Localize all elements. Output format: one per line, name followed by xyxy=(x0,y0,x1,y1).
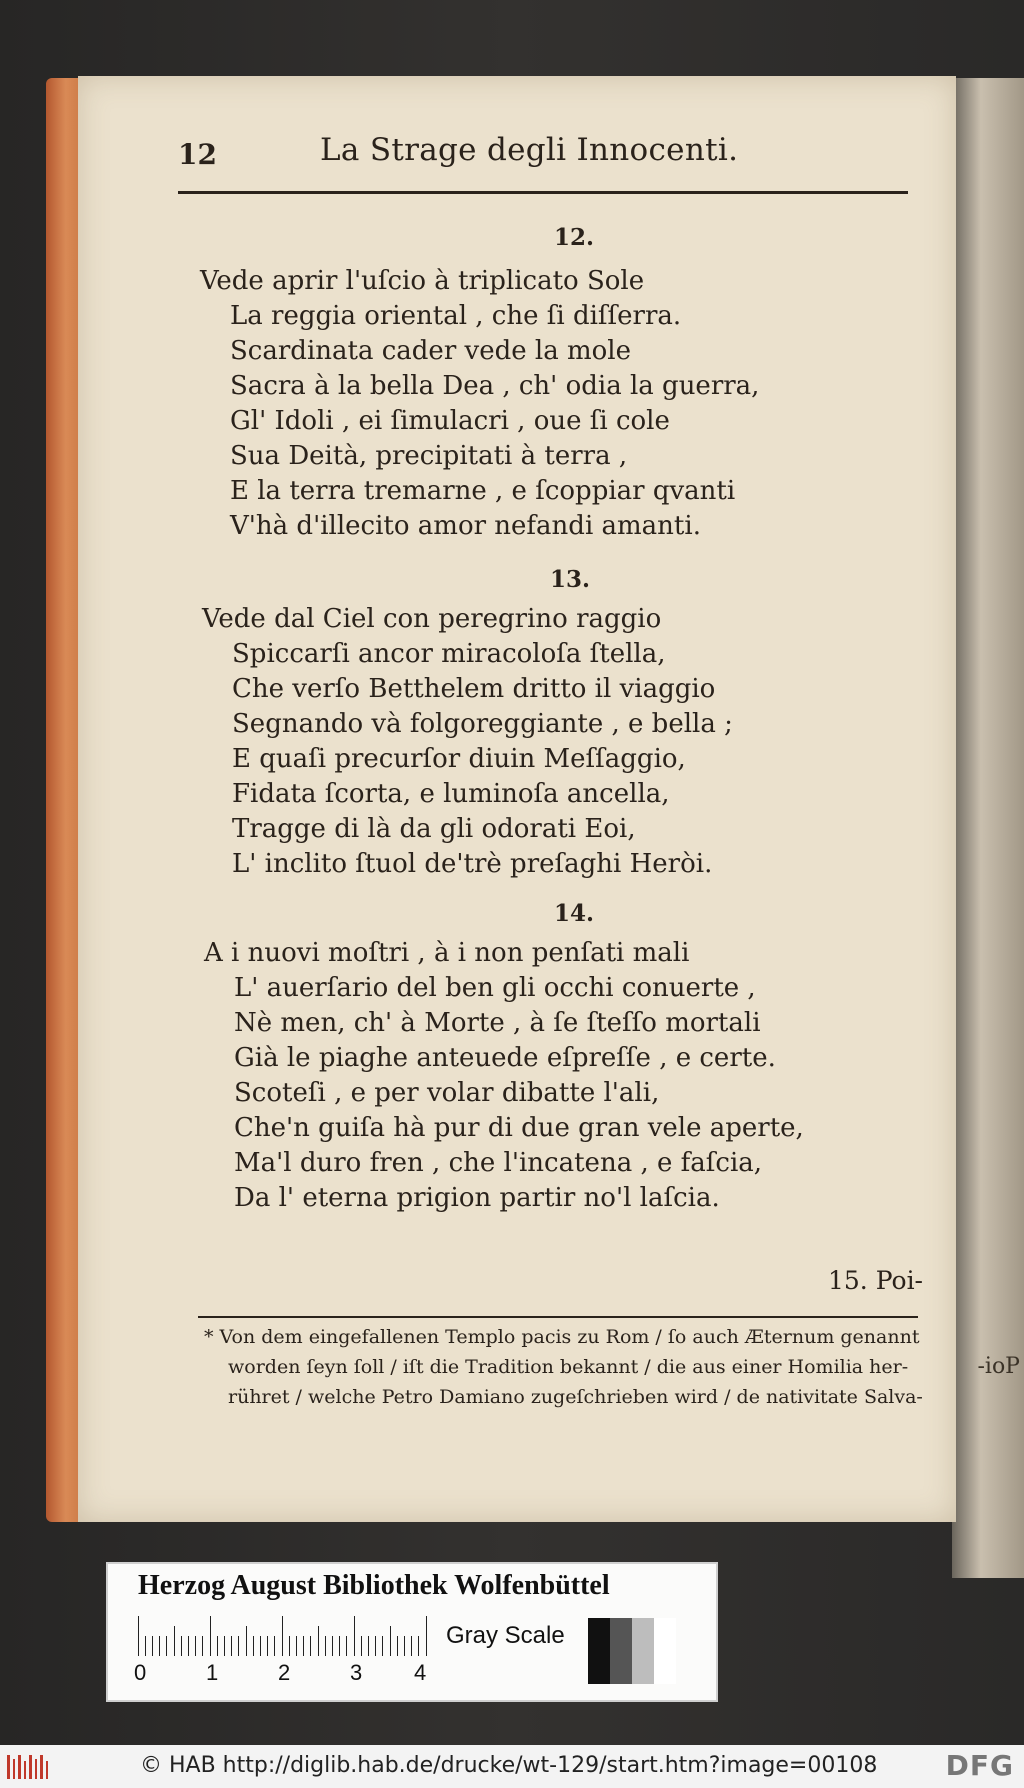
ruler-tick xyxy=(188,1636,189,1656)
ruler-label: 1 xyxy=(206,1660,219,1685)
ruler-tick xyxy=(289,1636,290,1656)
ruler-tick xyxy=(260,1636,261,1656)
stanza-number: 12. xyxy=(554,224,595,251)
ruler-tick xyxy=(238,1636,239,1656)
ruler-tick xyxy=(354,1616,355,1656)
ruler-tick xyxy=(152,1636,153,1656)
ruler-tick xyxy=(339,1636,340,1656)
verse-line: E la terra tremarne , e ſcoppiar qvanti xyxy=(230,476,736,506)
verse-line: Sua Deità, precipitati à terra , xyxy=(230,441,628,471)
ruler-tick xyxy=(274,1636,275,1656)
ruler-tick xyxy=(325,1636,326,1656)
stanza-number: 14. xyxy=(554,900,595,927)
ruler-tick xyxy=(404,1636,405,1656)
ruler-tick xyxy=(390,1626,391,1656)
ruler-tick xyxy=(361,1636,362,1656)
footnote-line: worden ſeyn ſoll / iſt die Tradition bekannt / die aus einer Homilia her- xyxy=(228,1356,909,1378)
ruler-tick xyxy=(224,1636,225,1656)
verse-line: Nè men, ch' à Morte , à ſe ſteſſo mortali xyxy=(234,1008,761,1038)
header-rule xyxy=(178,191,908,194)
ruler-tick xyxy=(181,1636,182,1656)
library-name: Herzog August Bibliothek Wolfenbüttel xyxy=(138,1570,610,1601)
ruler-tick xyxy=(195,1636,196,1656)
footnote-line: rühret / welche Petro Damiano zugeſchrieben wird / de nativitate Salva- xyxy=(228,1386,923,1408)
ruler-tick xyxy=(138,1616,139,1656)
page-number: 12 xyxy=(178,138,217,171)
ruler-tick xyxy=(253,1636,254,1656)
stanza-number: 13. xyxy=(550,566,591,593)
ruler-tick xyxy=(145,1636,146,1656)
verse-line: Scardinata cader vede la mole xyxy=(230,336,631,366)
ruler-tick xyxy=(382,1636,383,1656)
ruler-tick xyxy=(418,1636,419,1656)
verse-line: Fidata ſcorta, e luminoſa ancella, xyxy=(232,779,670,809)
ruler-tick xyxy=(332,1636,333,1656)
ruler-label: 4 xyxy=(414,1660,427,1685)
ruler-tick xyxy=(426,1616,427,1656)
ruler-tick xyxy=(310,1636,311,1656)
book-page xyxy=(78,76,956,1522)
ruler-tick xyxy=(368,1636,369,1656)
dfg-logo: DFG xyxy=(945,1749,1014,1782)
verse-line: Che'n guiſa hà pur di due gran vele aperte, xyxy=(234,1113,804,1143)
ruler-tick xyxy=(267,1636,268,1656)
gray-swatch xyxy=(632,1618,654,1684)
verse-line: Vede dal Ciel con peregrino raggio xyxy=(202,604,662,634)
ruler-tick xyxy=(202,1636,203,1656)
verse-line: Scoteſi , e per volar dibatte l'ali, xyxy=(234,1078,660,1108)
catchword: 15. Poi- xyxy=(828,1266,924,1295)
verse-line: Sacra à la bella Dea , ch' odia la guerra, xyxy=(230,371,760,401)
ruler-tick xyxy=(303,1636,304,1656)
ruler-tick xyxy=(397,1636,398,1656)
footer-bar xyxy=(0,1745,1024,1788)
running-head: La Strage degli Innocenti. xyxy=(320,132,739,168)
verse-line: L' inclito ſtuol de'trè preſaghi Heròi. xyxy=(232,849,713,879)
source-link[interactable]: © HAB http://diglib.hab.de/drucke/wt-129/start.htm?image=00108 xyxy=(140,1753,878,1778)
gray-swatch xyxy=(654,1618,676,1684)
verse-line: Che verſo Betthelem dritto il viaggio xyxy=(232,674,716,704)
ruler-tick xyxy=(318,1626,319,1656)
ruler-tick xyxy=(411,1636,412,1656)
facing-page-catchword: -ioP xyxy=(977,1354,1020,1379)
verse-line: Vede aprir l'uſcio à triplicato Sole xyxy=(200,266,645,296)
verse-line: Ma'l duro fren , che l'incatena , e faſcia, xyxy=(234,1148,763,1178)
verse-line: L' auerſario del ben gli occhi conuerte , xyxy=(234,973,756,1003)
ruler-tick xyxy=(210,1616,211,1656)
ruler-label: 2 xyxy=(278,1660,291,1685)
verse-line: A i nuovi moſtri , à i non penſati mali xyxy=(204,938,690,968)
ruler-label: 3 xyxy=(350,1660,363,1685)
footnote-rule xyxy=(198,1316,918,1318)
verse-line: Segnando và folgoreggiante , e bella ; xyxy=(232,709,733,739)
ruler xyxy=(138,1616,428,1656)
verse-line: Tragge di là da gli odorati Eoi, xyxy=(232,814,636,844)
verse-line: La reggia oriental , che ſi diſſerra. xyxy=(230,301,682,331)
verse-line: Da l' eterna prigion partir no'l laſcia. xyxy=(234,1183,720,1213)
ruler-tick xyxy=(231,1636,232,1656)
ruler-tick xyxy=(375,1636,376,1656)
ruler-tick xyxy=(166,1636,167,1656)
verse-line: Spiccarſi ancor miracoloſa ſtella, xyxy=(232,639,666,669)
ruler-tick xyxy=(174,1626,175,1656)
ruler-tick xyxy=(346,1636,347,1656)
ruler-label: 0 xyxy=(134,1660,147,1685)
ruler-tick xyxy=(282,1616,283,1656)
gray-swatch xyxy=(610,1618,632,1684)
verse-line: E quaſi precurſor diuin Meſſaggio, xyxy=(232,744,686,774)
gray-swatch xyxy=(588,1618,610,1684)
gray-scale-label: Gray Scale xyxy=(446,1622,565,1649)
footnote-line: * Von dem eingefallenen Templo pacis zu Rom / ſo auch Æternum genannt xyxy=(204,1326,920,1348)
verse-line: V'hà d'illecito amor nefandi amanti. xyxy=(230,511,701,541)
verse-line: Già le piaghe anteuede eſpreſſe , e certe. xyxy=(234,1043,776,1073)
ruler-tick xyxy=(217,1636,218,1656)
color-target xyxy=(106,1562,718,1702)
ruler-tick xyxy=(296,1636,297,1656)
ruler-tick xyxy=(246,1626,247,1656)
verse-line: Gl' Idoli , ei ſimulacri , oue ſi cole xyxy=(230,406,670,436)
hab-logo-icon xyxy=(6,1753,50,1781)
ruler-tick xyxy=(159,1636,160,1656)
